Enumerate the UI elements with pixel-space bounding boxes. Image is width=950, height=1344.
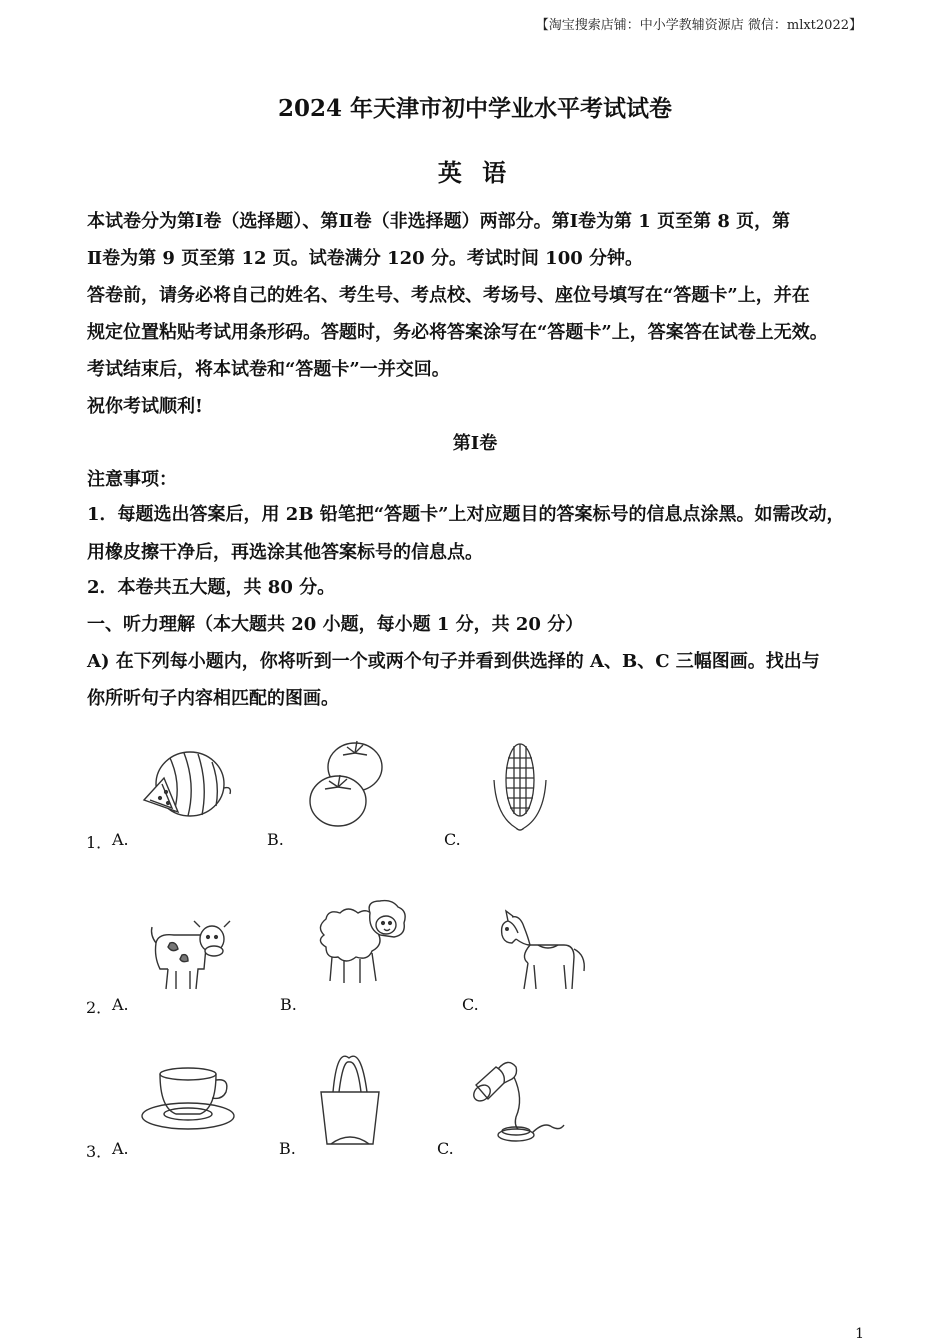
q3-number: 3． <box>86 1142 113 1161</box>
intro-line-6: 祝你考试顺利! <box>87 396 203 417</box>
q2-number: 2． <box>86 998 113 1017</box>
q3-option-c[interactable]: C. <box>437 1139 454 1158</box>
q1-number: 1． <box>86 833 113 852</box>
notes-heading: 注意事项： <box>87 469 177 490</box>
intro-line-5: 考试结束后，将本试卷和“答题卡”一并交回。 <box>87 359 450 380</box>
teacup-icon <box>140 1064 236 1132</box>
q3-option-b[interactable]: B. <box>279 1139 296 1158</box>
q2-option-a[interactable]: A. <box>112 995 129 1014</box>
partA-line-1: A) 在下列每小题内，你将听到一个或两个句子并看到供选择的 A、B、C 三幅图画。找出与 <box>87 651 820 672</box>
bag-icon <box>317 1054 383 1146</box>
intro-line-2: Ⅱ卷为第 9 页至第 12 页。试卷满分 120 分。考试时间 100 分钟。 <box>87 248 644 269</box>
intro-line-1: 本试卷分为第Ⅰ卷（选择题）、第Ⅱ卷（非选择题）两部分。第Ⅰ卷为第 1 页至第 8 页，第 <box>87 211 791 232</box>
section1-heading: 一、听力理解（本大题共 20 小题，每小题 1 分，共 20 分） <box>87 614 584 635</box>
q2-option-c[interactable]: C. <box>462 995 479 1014</box>
intro-line-3: 答卷前，请务必将自己的姓名、考生号、考点校、考场号、座位号填写在“答题卡”上，并在 <box>87 285 810 306</box>
exam-subject: 英 语 <box>437 158 513 187</box>
sheep-icon <box>312 899 412 991</box>
note-1b: 用橡皮擦干净后，再选涂其他答案标号的信息点。 <box>87 542 483 563</box>
page-number: 1 <box>855 1326 864 1342</box>
watermelon-icon <box>140 748 236 822</box>
q1-option-a[interactable]: A. <box>112 830 129 849</box>
exam-title: 2024 年天津市初中学业水平考试试卷 <box>277 95 673 122</box>
q1-option-b[interactable]: B. <box>267 830 284 849</box>
q3-option-a[interactable]: A. <box>112 1139 129 1158</box>
lamp-icon <box>470 1055 566 1145</box>
volume-title: 第Ⅰ卷 <box>452 433 498 454</box>
corn-icon <box>486 740 552 832</box>
tomatoes-icon <box>303 737 389 829</box>
q1-option-c[interactable]: C. <box>444 830 461 849</box>
note-2: 2．本卷共五大题，共 80 分。 <box>87 577 336 598</box>
intro-line-4: 规定位置粘贴考试用条形码。答题时，务必将答案涂写在“答题卡”上，答案答在试卷上无效。 <box>87 322 828 343</box>
partA-line-2: 你所听句子内容相匹配的图画。 <box>87 688 339 709</box>
horse-icon <box>494 905 590 993</box>
note-1a: 1．每题选出答案后，用 2B 铅笔把“答题卡”上对应题目的答案标号的信息点涂黑。如需改动， <box>87 504 845 525</box>
header-note: 【淘宝搜索店铺：中小学教辅资源店 微信：mlxt2022】 <box>535 18 862 33</box>
cow-icon <box>146 913 232 993</box>
q2-option-b[interactable]: B. <box>280 995 297 1014</box>
